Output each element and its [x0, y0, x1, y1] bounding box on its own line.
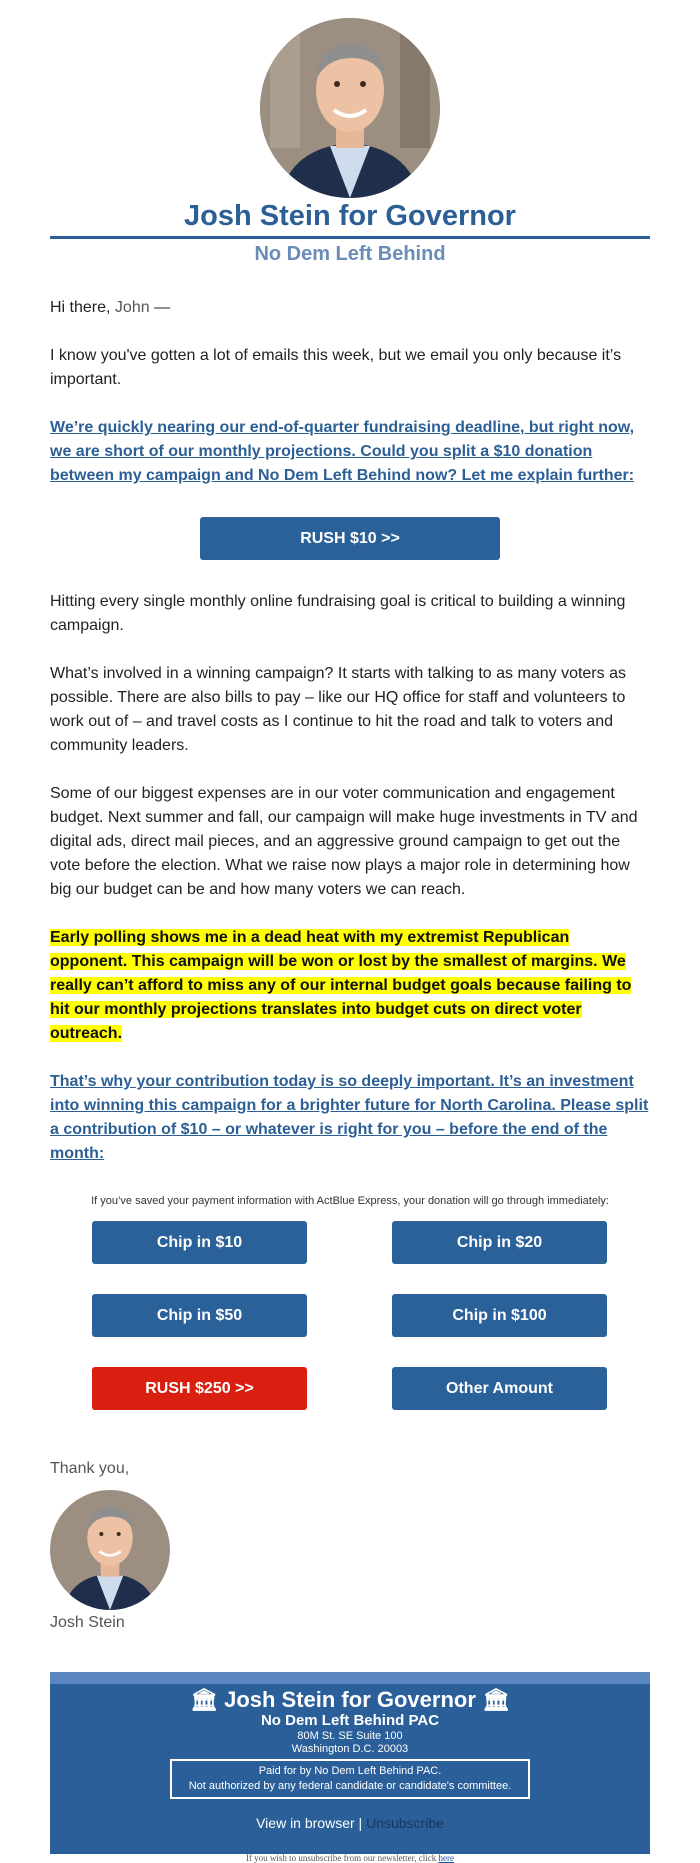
- highlight-text: Early polling shows me in a dead heat with my extremist Republican opponent. This campaign will be won or lost by the smallest of margins. We really can’t afford to miss any of our internal budget goals because failing to hit our monthly projections translates into budget cuts on direct voter outreach.: [50, 929, 632, 1042]
- highlight-paragraph: [50, 926, 650, 1046]
- unsubscribe-here-link[interactable]: here: [438, 1853, 455, 1863]
- greeting-suffix: —: [149, 299, 171, 316]
- signoff-thanks: Thank you,: [50, 1460, 130, 1477]
- footer-address-line1: 80M St. SE Suite 100: [297, 1730, 403, 1742]
- footer-org: No Dem Left Behind PAC: [260, 1712, 440, 1729]
- footer-address-line2: Washington D.C. 20003: [291, 1743, 409, 1755]
- disclaimer-box: [170, 1759, 530, 1799]
- footer: [50, 1672, 650, 1854]
- chip-in-100-button[interactable]: Chip in $100: [392, 1294, 607, 1337]
- actblue-note: If you’ve saved your payment information with ActBlue Express, your donation will go through immediately:: [91, 1195, 609, 1207]
- disclaimer-authorized: Not authorized by any federal candidate or candidate's committee.: [188, 1780, 512, 1792]
- greeting: [50, 296, 650, 320]
- paragraph-budget: Some of our biggest expenses are in our voter communication and engagement budget. Next summer and fall, our campaign will make huge investments in TV and digital ads, direct mail pieces, and an aggressive ground campaign to get out the vote before the election. What we raise now plays a major role in determining how big our budget can be and how many voters we can reach.: [50, 785, 638, 898]
- signature-photo: [50, 1490, 170, 1610]
- chip-in-50-button[interactable]: Chip in $50: [92, 1294, 307, 1337]
- donate-link-contribution[interactable]: That’s why your contribution today is so deeply important. It’s an investment into winning this campaign for a brighter future for North Carolina. Please split a contribution of $10 – or whatever is right for you – before the end of the month:: [50, 1073, 649, 1162]
- view-in-browser-link[interactable]: View in browser: [256, 1815, 355, 1831]
- paragraph-intro: I know you've gotten a lot of emails this week, but we email you only because it’s important.: [50, 347, 622, 388]
- rush-10-button[interactable]: RUSH $10 >>: [200, 517, 500, 560]
- unsubscribe-notice-text: If you wish to unsubscribe from our newsletter, click: [245, 1853, 439, 1863]
- donate-link-deadline[interactable]: We’re quickly nearing our end-of-quarter fundraising deadline, but right now, we are short of our monthly projections. Could you split a $10 donation between my campaign and No Dem Left Behind now? Let me explain further:: [50, 419, 635, 484]
- rush-250-button[interactable]: RUSH $250 >>: [92, 1367, 307, 1410]
- footer-title: [50, 1687, 650, 1713]
- candidate-photo: [260, 18, 440, 198]
- title-divider: [50, 236, 650, 239]
- link-separator: |: [354, 1815, 367, 1831]
- page-subtitle: No Dem Left Behind: [254, 243, 446, 265]
- chip-in-20-button[interactable]: Chip in $20: [392, 1221, 607, 1264]
- page-title: Josh Stein for Governor: [184, 200, 516, 232]
- unsubscribe-link[interactable]: Unsubscribe: [366, 1815, 444, 1831]
- footer-links: [50, 1815, 650, 1831]
- footer-title-text: Josh Stein for Governor: [224, 1687, 476, 1712]
- capitol-icon: 🏛: [482, 1687, 510, 1712]
- disclaimer-paid: Paid for by No Dem Left Behind PAC.: [258, 1765, 442, 1777]
- paragraph-goal: Hitting every single monthly online fundraising goal is critical to building a winning campaign.: [50, 593, 626, 634]
- chip-in-10-button[interactable]: Chip in $10: [92, 1221, 307, 1264]
- signoff-name: Josh Stein: [50, 1614, 125, 1631]
- paragraph-campaign: What’s involved in a winning campaign? It starts with talking to as many voters as possible. There are also bills to pay – like our HQ office for staff and volunteers to work out of – and travel costs as I continue to hit the road and talk to voters and community leaders.: [50, 665, 626, 754]
- other-amount-button[interactable]: Other Amount: [392, 1367, 607, 1410]
- greeting-prefix: Hi there,: [50, 299, 115, 316]
- recipient-name: John: [114, 299, 150, 316]
- capitol-icon: 🏛: [190, 1687, 218, 1712]
- footer-accent-bar: [50, 1672, 650, 1684]
